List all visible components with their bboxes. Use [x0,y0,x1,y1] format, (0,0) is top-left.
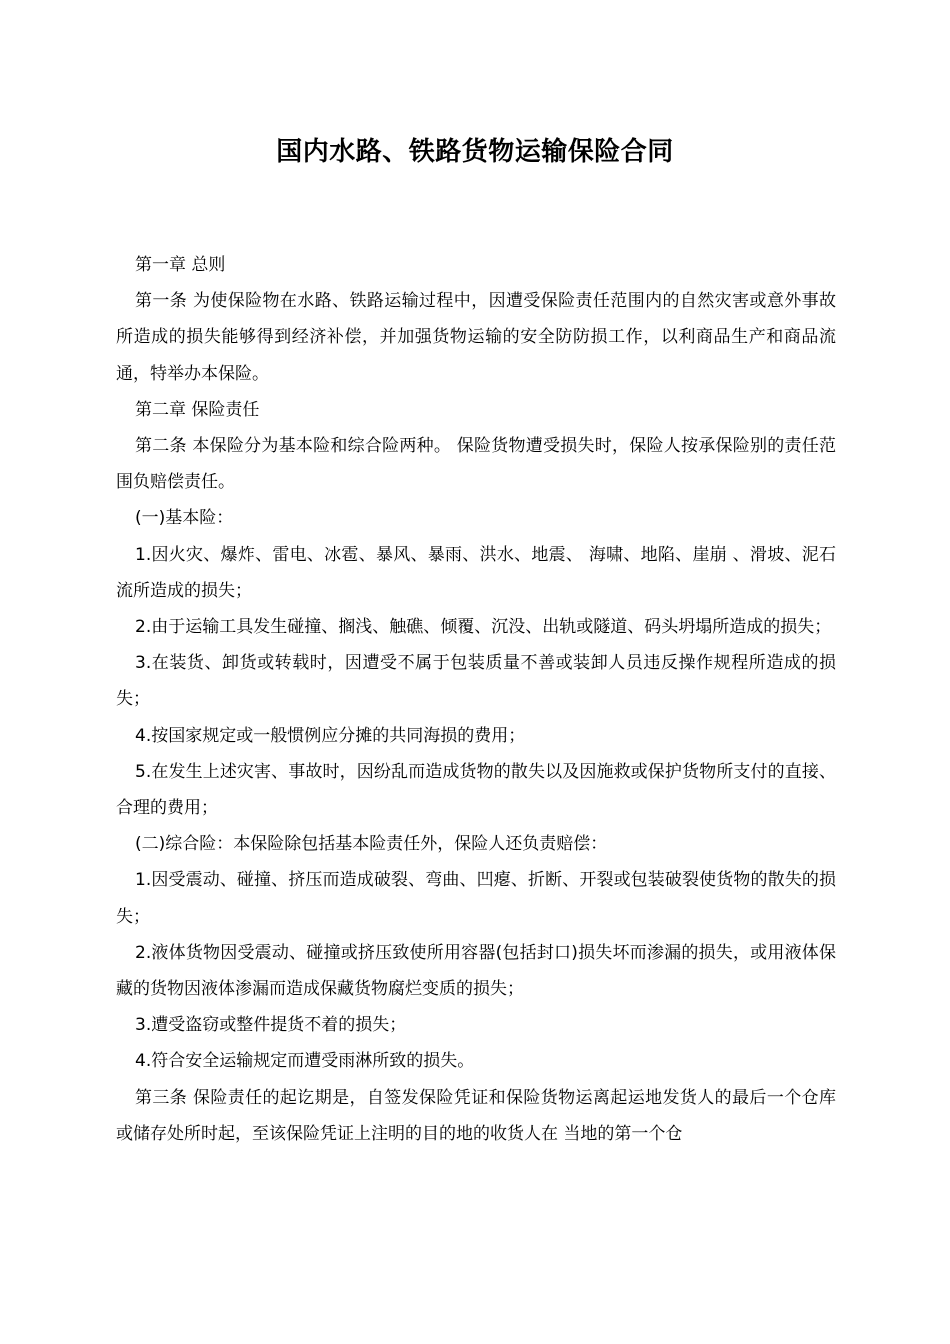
section-heading: (一)基本险： [135,508,234,529]
article-paragraph: 第一条 为使保险物在水路、铁路运输过程中，因遭受保险责任范围内的自然灾害或意外事故所造成的损失能够得到经济补偿，并加强货物运输的安全防防损工作，以利商品生产和商品流通，特举办本保险。 [116,291,836,384]
chapter-heading: 第二章 保险责任 [135,399,260,420]
list-item: 2.由于运输工具发生碰撞、搁浅、触礁、倾覆、沉没、出轨或隧道、码头坍塌所造成的损失； [135,617,832,638]
list-item: 2.液体货物因受震动、碰撞或挤压致使所用容器(包括封口)损失坏而渗漏的损失，或用液体保藏的货物因液体渗漏而造成保藏货物腐烂变质的损失； [116,942,836,1000]
list-item: 3.遭受盗窃或整件提货不着的损失； [135,1015,407,1036]
list-item: 3.在装货、卸货或转载时，因遭受不属于包装质量不善或装卸人员违反操作规程所造成的损失； [116,653,836,710]
document-title: 国内水路、铁路货物运输保险合同 [276,137,674,167]
list-item: 4.按国家规定或一般惯例应分摊的共同海损的费用； [135,725,526,746]
list-item: 1.因受震动、碰撞、挤压而造成破裂、弯曲、凹瘪、折断、开裂或包装破裂使货物的散失的损失； [116,870,836,927]
list-item: 1.因火灾、爆炸、雷电、冰雹、暴风、暴雨、洪水、地震、 海啸、地陷、崖崩 、滑坡、泥石流所造成的损失； [116,544,836,601]
article-paragraph: 第三条 保险责任的起讫期是，自签发保险凭证和保险货物运离起运地发货人的最后一个仓库或储存处所时起，至该保险凭证上注明的目的地的收货人在 当地的第一个仓 [116,1087,836,1144]
section-heading: (二)综合险：本保险除包括基本险责任外，保险人还负责赔偿： [135,834,608,855]
chapter-heading: 第一章 总则 [135,255,226,275]
document-body [116,247,836,1152]
list-item: 5.在发生上述灾害、事故时，因纷乱而造成货物的散失以及因施救或保护货物所支付的直接、合理的费用； [116,761,836,819]
list-item: 4.符合安全运输规定而遭受雨淋所致的损失。 [135,1051,475,1072]
article-paragraph: 第二条 本保险分为基本险和综合险两种。 保险货物遭受损失时，保险人按承保险别的责任范围负赔偿责任。 [116,436,836,493]
